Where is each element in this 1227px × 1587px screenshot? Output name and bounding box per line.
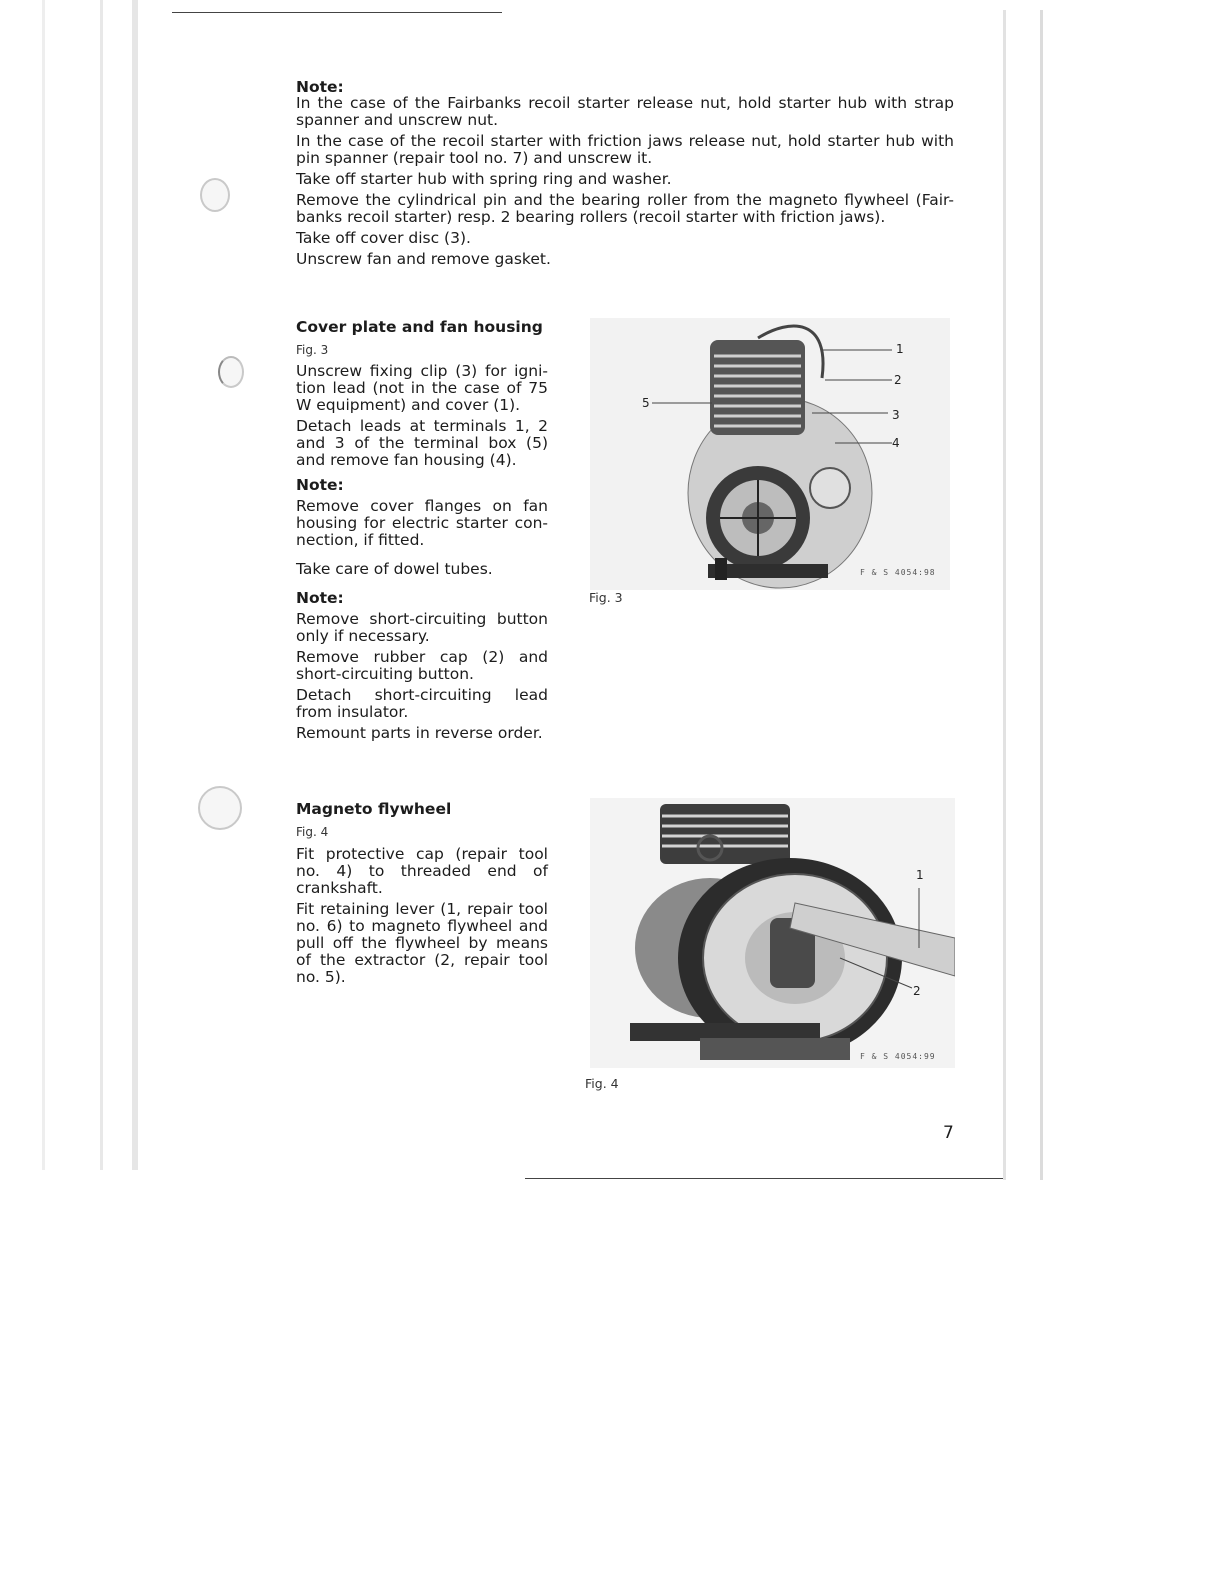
binder-hole-2 [218,356,244,388]
fig4-callout-2: 2 [913,984,921,998]
flywheel-illustration [590,798,955,1068]
cover-dowel-text: Take care of dowel tubes. [296,560,493,578]
fig4-code: F & S 4054:99 [860,1052,936,1061]
fig3-callout-3: 3 [892,408,900,422]
cover-section-text [296,363,548,746]
fig4-callout-1: 1 [916,868,924,882]
scan-right-edge-2 [1040,10,1043,1180]
binder-hole-1 [200,178,230,212]
cover-fig-ref: Fig. 3 [296,343,329,357]
cover-note2-title: Note: [296,589,344,607]
note-paragraph: Unscrew fan and remove gasket. [296,250,551,268]
fig4-caption: Fig. 4 [585,1076,619,1091]
fig3-code: F & S 4054:98 [860,568,936,577]
scan-left-edge [42,0,45,1170]
magneto-section-title: Magneto flywheel [296,800,452,818]
note-paragraph: In the case of the Fairbanks recoil starter release nut, hold starter hub with strap spanner and unscrew nut. [296,94,954,129]
cover-note2-paragraph: Remove short-circuiting button only if necessary. [296,610,548,645]
magneto-paragraph: Fit retaining lever (1, repair tool no. 6) to magneto flywheel and pull off the flywheel by means of the extractor (2, repair tool no. 5). [296,900,548,986]
figure-3-engine-photo [590,318,950,590]
cover-section-title: Cover plate and fan housing [296,318,543,336]
cover-note2-paragraph: Detach short-circuiting lead from insulator. [296,686,548,721]
binder-hole-3 [198,786,242,830]
cover-note1-title: Note: [296,476,344,494]
fig3-callout-5: 5 [642,396,650,410]
magneto-fig-ref: Fig. 4 [296,825,329,839]
cover-paragraph: Unscrew fixing clip (3) for igni-tion lead (not in the case of 75 W equipment) and cover (1). [296,362,548,414]
figure-4-flywheel-photo [590,798,955,1068]
engine-illustration [590,318,950,590]
note-paragraph: Take off starter hub with spring ring and washer. [296,170,672,188]
fig3-callout-4: 4 [892,436,900,450]
page-number: 7 [943,1123,954,1143]
magneto-section-text [296,846,548,990]
fig3-callout-2: 2 [894,373,902,387]
cover-paragraph: Detach leads at terminals 1, 2 and 3 of the terminal box (5) and remove fan housing (4). [296,417,548,469]
note-paragraph: Take off cover disc (3). [296,229,471,247]
fig3-callout-1: 1 [896,342,904,356]
bottom-rule [525,1178,1003,1179]
fig3-caption: Fig. 3 [589,590,623,605]
cover-note1-paragraph: Remove cover flanges on fan housing for electric starter con-nection, if fitted. [296,497,548,549]
note-paragraph: In the case of the recoil starter with friction jaws release nut, hold starter hub with pin spanner (repair tool no. 7) and unscrew it. [296,132,954,167]
scan-left-edge-3 [132,0,138,1170]
top-note-text [296,95,954,272]
cover-note2-paragraph: Remount parts in reverse order. [296,724,543,742]
note-title: Note: [296,78,344,96]
scan-left-edge-2 [100,0,103,1170]
scan-right-edge [1003,10,1006,1180]
top-rule [172,12,502,13]
magneto-paragraph: Fit protective cap (repair tool no. 4) to threaded end of crankshaft. [296,845,548,897]
cover-note2-paragraph: Remove rubber cap (2) and short-circuiting button. [296,648,548,683]
note-paragraph: Remove the cylindrical pin and the bearing roller from the magneto flywheel (Fair-banks recoil starter) resp. 2 bearing rollers (recoil starter with friction jaws). [296,191,954,226]
